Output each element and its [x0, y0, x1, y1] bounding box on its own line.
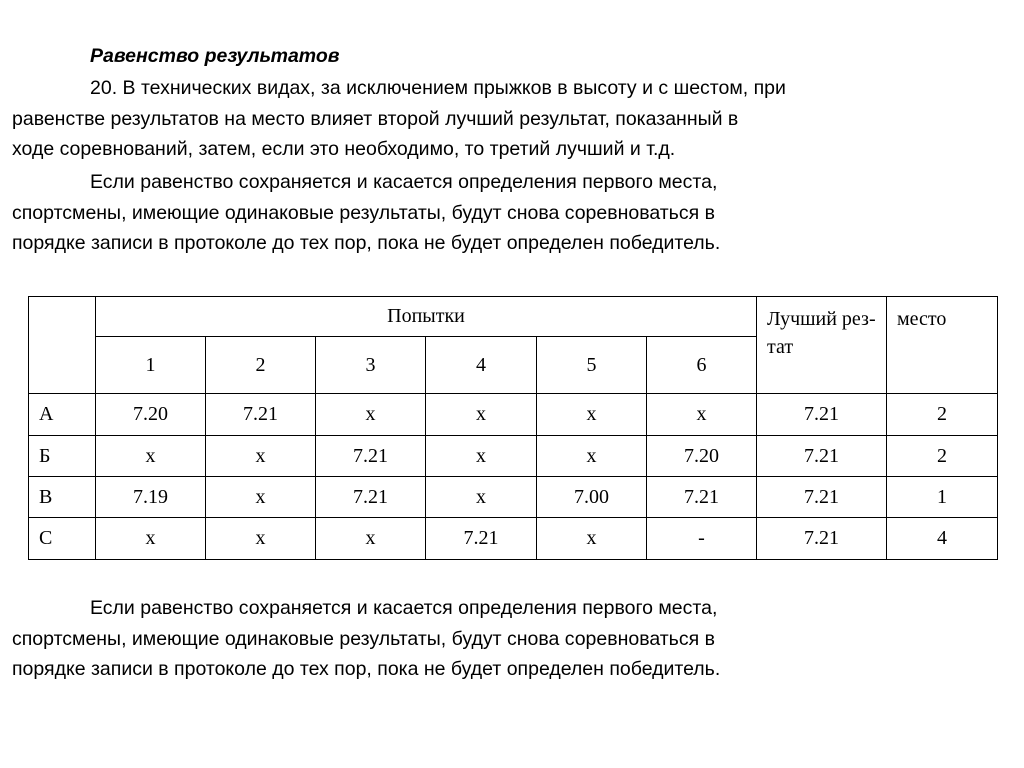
- attempt-cell: x: [426, 394, 537, 436]
- place-cell: 4: [887, 518, 998, 560]
- attempt-cell: 7.20: [96, 394, 206, 436]
- place-cell: 1: [887, 477, 998, 518]
- place-header: место: [887, 297, 998, 394]
- attempt-number: 4: [426, 337, 537, 394]
- corner-cell: [29, 297, 96, 394]
- attempt-cell: 7.21: [316, 477, 426, 518]
- text-line: равенстве результатов на место влияет второй лучший результат, показанный в: [12, 107, 739, 130]
- attempt-number: 2: [206, 337, 316, 394]
- text-line: порядке записи в протоколе до тех пор, пока не будет определен победитель.: [12, 658, 721, 680]
- attempt-cell: x: [316, 518, 426, 560]
- attempt-cell: x: [537, 394, 647, 436]
- text-line: 20. В технических видах, за исключением прыжков в высоту и с шестом, при: [90, 77, 786, 99]
- text-line: спортсмены, имеющие одинаковые результаты, будут снова соревноваться в: [12, 201, 715, 224]
- attempt-cell: x: [206, 518, 316, 560]
- section-title: Равенство результатов: [90, 45, 340, 67]
- place-cell: 2: [887, 394, 998, 436]
- attempt-cell: x: [647, 394, 757, 436]
- text-line: порядке записи в протоколе до тех пор, пока не будет определен победитель.: [12, 232, 721, 254]
- best-result-header: Лучший рез-тат: [757, 297, 887, 394]
- athlete-label: Б: [29, 436, 96, 477]
- best-result-cell: 7.21: [757, 477, 887, 518]
- results-table: [28, 296, 998, 560]
- attempt-cell: x: [316, 394, 426, 436]
- attempt-cell: -: [647, 518, 757, 560]
- best-result-cell: 7.21: [757, 436, 887, 477]
- attempt-cell: 7.21: [647, 477, 757, 518]
- best-result-cell: 7.21: [757, 394, 887, 436]
- text-line: Если равенство сохраняется и касается определения первого места,: [90, 171, 718, 193]
- attempt-cell: 7.19: [96, 477, 206, 518]
- attempt-cell: x: [96, 436, 206, 477]
- attempt-number: 1: [96, 337, 206, 394]
- best-result-cell: 7.21: [757, 518, 887, 560]
- table-row: [29, 394, 998, 436]
- attempt-cell: x: [426, 477, 537, 518]
- attempt-number: 3: [316, 337, 426, 394]
- attempt-cell: 7.21: [316, 436, 426, 477]
- table-row: [29, 518, 998, 560]
- text-line: Если равенство сохраняется и касается определения первого места,: [90, 597, 718, 619]
- attempt-cell: 7.00: [537, 477, 647, 518]
- attempt-cell: 7.20: [647, 436, 757, 477]
- attempt-cell: x: [96, 518, 206, 560]
- attempt-number: 6: [647, 337, 757, 394]
- athlete-label: В: [29, 477, 96, 518]
- attempt-cell: x: [206, 477, 316, 518]
- athlete-label: А: [29, 394, 96, 436]
- table-row: [29, 436, 998, 477]
- table-row: [29, 477, 998, 518]
- header-row: [29, 297, 998, 337]
- paragraph-tie-rule-repeat: [12, 593, 1017, 685]
- athlete-label: С: [29, 518, 96, 560]
- text-line: ходе соревнований, затем, если это необходимо, то третий лучший и т.д.: [12, 138, 676, 160]
- attempt-cell: x: [426, 436, 537, 477]
- attempts-header: Попытки: [96, 297, 757, 337]
- attempt-cell: 7.21: [206, 394, 316, 436]
- place-cell: 2: [887, 436, 998, 477]
- attempt-cell: x: [537, 436, 647, 477]
- attempt-cell: x: [537, 518, 647, 560]
- text-line: спортсмены, имеющие одинаковые результаты, будут снова соревноваться в: [12, 627, 715, 650]
- attempt-number: 5: [537, 337, 647, 394]
- attempt-cell: x: [206, 436, 316, 477]
- paragraph-rule-20: [12, 73, 1017, 165]
- paragraph-tie-rule: [12, 167, 1017, 259]
- attempt-cell: 7.21: [426, 518, 537, 560]
